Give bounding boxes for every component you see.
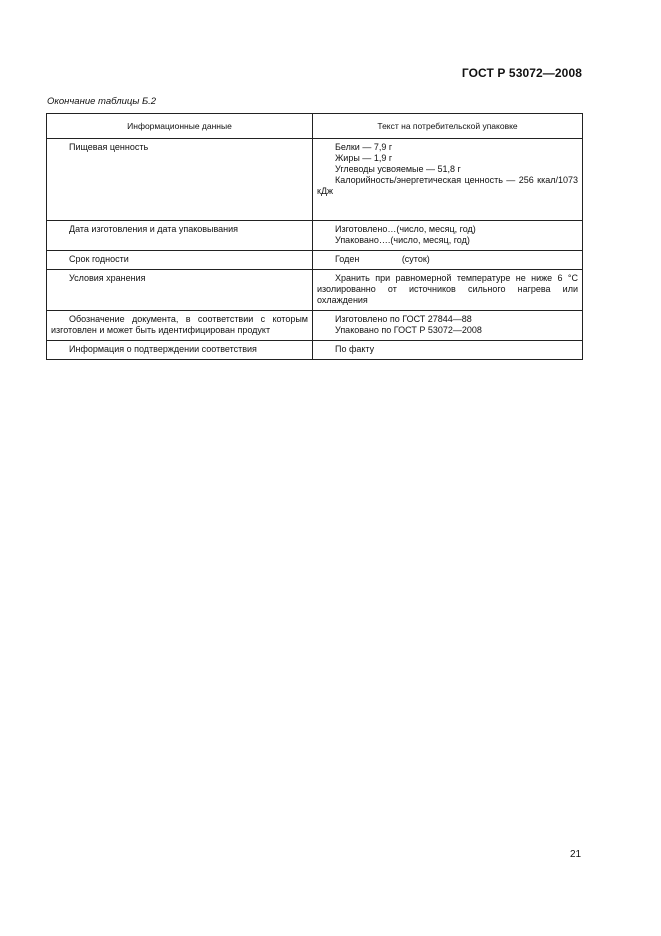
table-row bbox=[47, 139, 583, 221]
value-line: Жиры — 1,9 г bbox=[335, 153, 393, 163]
page-number: 21 bbox=[570, 849, 582, 860]
row-label: Дата изготовления и дата упаковывания bbox=[47, 221, 313, 251]
row-value bbox=[313, 341, 583, 360]
row-label: Информация о подтверждении соответствия bbox=[47, 341, 313, 360]
row-value bbox=[313, 270, 583, 311]
value-paragraph: Калорийность/энергетическая ценность — 256 ккал/1073 кДж bbox=[317, 175, 578, 196]
table-row bbox=[47, 311, 583, 341]
column-header-package-text: Текст на потребительской упаковке bbox=[313, 114, 583, 139]
value-line: Углеводы усвояемые — 51,8 г bbox=[335, 164, 461, 174]
value-line: По факту bbox=[335, 344, 375, 354]
value-line: Белки — 7,9 г bbox=[335, 142, 393, 152]
value-line: Упаковано по ГОСТ Р 53072—2008 bbox=[335, 325, 482, 335]
table-row bbox=[47, 251, 583, 270]
table-row bbox=[47, 270, 583, 311]
row-label: Срок годности bbox=[47, 251, 313, 270]
row-label: Пищевая ценность bbox=[47, 139, 313, 221]
document-code-header: ГОСТ Р 53072—2008 bbox=[461, 66, 582, 80]
value-line: Изготовлено по ГОСТ 27844—88 bbox=[335, 314, 472, 324]
value-paragraph: Хранить при равномерной температуре не ниже 6 °С изолированно от источников сильного нагрева или охлаждения bbox=[317, 273, 578, 305]
table-row bbox=[47, 221, 583, 251]
row-value bbox=[313, 311, 583, 341]
value-line: Упаковано….(число, месяц, год) bbox=[335, 235, 470, 245]
column-header-info-data: Информационные данные bbox=[47, 114, 313, 139]
row-value bbox=[313, 139, 583, 221]
table-caption: Окончание таблицы Б.2 bbox=[47, 96, 157, 107]
table-header-row bbox=[47, 114, 583, 139]
row-value bbox=[313, 221, 583, 251]
info-table bbox=[46, 113, 583, 360]
value-line: Изготовлено…(число, месяц, год) bbox=[335, 224, 476, 234]
table-row bbox=[47, 341, 583, 360]
row-label: Условия хранения bbox=[47, 270, 313, 311]
row-label: Обозначение документа, в соответствии с которым изготовлен и может быть идентифицирован продукт bbox=[47, 311, 313, 341]
row-value bbox=[313, 251, 583, 270]
value-line: Годен (суток) bbox=[335, 254, 430, 264]
